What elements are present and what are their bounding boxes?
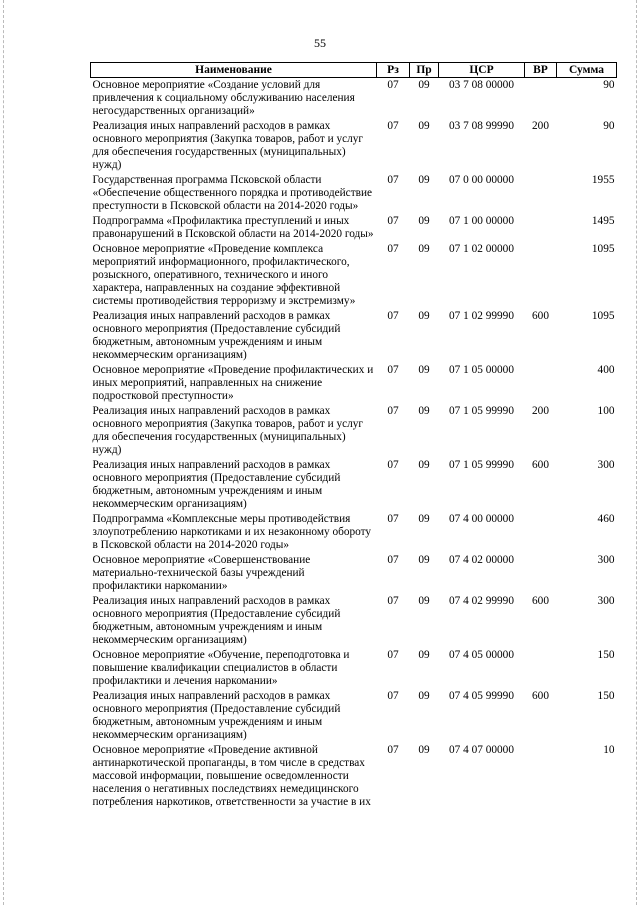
table-row (91, 78, 617, 120)
cell-rz: 07 (387, 595, 399, 607)
cell-sum: 1955 (591, 174, 615, 186)
scan-edge-right (636, 0, 638, 905)
header-vr: ВР (525, 63, 557, 78)
cell-rz: 07 (387, 649, 399, 661)
cell-sum: 1495 (591, 215, 615, 227)
cell-rz: 07 (387, 554, 399, 566)
cell-pr: 09 (418, 595, 430, 607)
table-row (91, 309, 617, 363)
header-name: Наименование (91, 63, 377, 78)
cell-rz: 07 (387, 690, 399, 702)
table-row (91, 214, 617, 242)
cell-name: Реализация иных направлений расходов в рамках основного мероприятия (Закупка товаров, работ и услуг для обеспечения государственных (муниципальных) нужд) (92, 120, 364, 171)
cell-vr (525, 78, 557, 120)
cell-name: Основное мероприятие «Обучение, переподготовка и повышение квалификации специалистов в области профилактики и лечения наркомании» (92, 649, 350, 687)
cell-name: Реализация иных направлений расходов в рамках основного мероприятия (Предоставление субсидий бюджетным, автономным учреждениям и иным некоммерческим организациям) (92, 690, 341, 741)
cell-rz: 07 (387, 174, 399, 186)
table-row (91, 648, 617, 689)
cell-pr: 09 (418, 554, 430, 566)
cell-rz: 07 (387, 513, 399, 525)
table-row (91, 458, 617, 512)
cell-name: Основное мероприятие «Проведение активной антинаркотической пропаганды, в том числе в средствах массовой информации, повышение осведомленности населения о негативных последствиях немедицинского потребления наркотиков, ответственности за участие в их (92, 744, 371, 808)
cell-pr: 09 (418, 310, 430, 322)
cell-csr: 07 1 00 00000 (449, 215, 514, 227)
cell-pr: 09 (418, 174, 430, 186)
cell-vr: 200 (532, 120, 549, 132)
cell-csr: 07 4 00 00000 (449, 513, 514, 525)
cell-csr: 07 1 02 99990 (449, 310, 514, 322)
cell-pr: 09 (418, 215, 430, 227)
header-pr: Пр (410, 63, 439, 78)
table-row (91, 242, 617, 309)
cell-name: Реализация иных направлений расходов в рамках основного мероприятия (Закупка товаров, работ и услуг для обеспечения государственных (муниципальных) нужд) (92, 405, 364, 456)
cell-vr (525, 173, 557, 214)
cell-csr: 07 1 05 99990 (449, 459, 514, 471)
cell-name: Государственная программа Псковской области «Обеспечение общественного порядка и противодействие преступности в Псковской области на 2014-2020 годы» (92, 174, 373, 212)
cell-pr: 09 (418, 79, 430, 91)
cell-pr: 09 (418, 243, 430, 255)
header-csr: ЦСР (439, 63, 525, 78)
cell-sum: 90 (603, 120, 615, 132)
cell-sum: 400 (597, 364, 615, 376)
table-row (91, 363, 617, 404)
cell-pr: 09 (418, 364, 430, 376)
header-sum: Сумма (557, 63, 617, 78)
cell-csr: 07 4 02 99990 (449, 595, 514, 607)
table-row (91, 119, 617, 173)
cell-pr: 09 (418, 744, 430, 756)
cell-vr: 600 (532, 690, 549, 702)
cell-csr: 07 1 05 00000 (449, 364, 514, 376)
cell-vr (525, 242, 557, 309)
cell-csr: 07 4 05 00000 (449, 649, 514, 661)
cell-rz: 07 (387, 79, 399, 91)
cell-vr (525, 648, 557, 689)
cell-rz: 07 (387, 243, 399, 255)
cell-vr: 600 (532, 459, 549, 471)
cell-pr: 09 (418, 120, 430, 132)
page-number: 55 (314, 36, 326, 50)
cell-rz: 07 (387, 744, 399, 756)
cell-rz: 07 (387, 310, 399, 322)
cell-pr: 09 (418, 649, 430, 661)
table-row (91, 512, 617, 553)
cell-name: Подпрограмма «Профилактика преступлений и иных правонарушений в Псковской области на 2014-2020 годы» (92, 215, 374, 240)
cell-csr: 03 7 08 99990 (449, 120, 514, 132)
cell-name: Подпрограмма «Комплексные меры противодействия злоупотреблению наркотиками и их незаконному обороту в Псковской области на 2014-2020 годы» (92, 513, 372, 551)
cell-pr: 09 (418, 513, 430, 525)
cell-vr: 600 (532, 310, 549, 322)
cell-sum: 90 (603, 79, 615, 91)
cell-rz: 07 (387, 364, 399, 376)
table-row (91, 689, 617, 743)
cell-sum: 300 (597, 459, 615, 471)
cell-name: Реализация иных направлений расходов в рамках основного мероприятия (Предоставление субсидий бюджетным, автономным учреждениям и иным некоммерческим организациям) (92, 595, 341, 646)
cell-sum: 150 (597, 649, 615, 661)
cell-name: Основное мероприятие «Создание условий для привлечения к социальному обслуживанию населения негосударственных организаций» (92, 79, 355, 117)
cell-rz: 07 (387, 215, 399, 227)
cell-sum: 1095 (591, 310, 615, 322)
cell-csr: 07 1 02 00000 (449, 243, 514, 255)
cell-csr: 07 1 05 99990 (449, 405, 514, 417)
table-row (91, 743, 617, 810)
cell-sum: 460 (597, 513, 615, 525)
cell-csr: 03 7 08 00000 (449, 79, 514, 91)
cell-sum: 1095 (591, 243, 615, 255)
cell-vr: 200 (532, 405, 549, 417)
header-rz: Рз (377, 63, 410, 78)
table-header-row (91, 63, 617, 78)
cell-csr: 07 4 05 99990 (449, 690, 514, 702)
table-body (91, 78, 617, 811)
cell-sum: 100 (597, 405, 615, 417)
cell-pr: 09 (418, 690, 430, 702)
cell-rz: 07 (387, 120, 399, 132)
cell-csr: 07 4 07 00000 (449, 744, 514, 756)
table-row (91, 404, 617, 458)
cell-vr (525, 743, 557, 810)
budget-table (90, 62, 617, 810)
cell-name: Основное мероприятие «Проведение профилактических и иных мероприятий, направленных на снижение подростковой преступности» (92, 364, 374, 402)
cell-rz: 07 (387, 405, 399, 417)
cell-name: Основное мероприятие «Совершенствование материально-технической базы учреждений профилактики наркомании» (92, 554, 311, 592)
table-row (91, 173, 617, 214)
cell-vr (525, 363, 557, 404)
cell-vr (525, 214, 557, 242)
cell-name: Основное мероприятие «Проведение комплекса мероприятий информационного, профилактического, розыскного, оперативного, технического и иного характера, направленных на создание эффективной системы противодействия терроризму и экстремизму» (92, 243, 356, 307)
table-row (91, 594, 617, 648)
cell-csr: 07 0 00 00000 (449, 174, 514, 186)
cell-name: Реализация иных направлений расходов в рамках основного мероприятия (Предоставление субсидий бюджетным, автономным учреждениям и иным некоммерческим организациям) (92, 459, 341, 510)
cell-csr: 07 4 02 00000 (449, 554, 514, 566)
cell-sum: 300 (597, 554, 615, 566)
table-row (91, 553, 617, 594)
cell-sum: 150 (597, 690, 615, 702)
cell-vr (525, 553, 557, 594)
cell-vr: 600 (532, 595, 549, 607)
scan-edge-left (3, 0, 5, 905)
cell-sum: 10 (603, 744, 615, 756)
cell-pr: 09 (418, 405, 430, 417)
cell-name: Реализация иных направлений расходов в рамках основного мероприятия (Предоставление субсидий бюджетным, автономным учреждениям и иным некоммерческим организациям) (92, 310, 341, 361)
cell-rz: 07 (387, 459, 399, 471)
cell-sum: 300 (597, 595, 615, 607)
cell-vr (525, 512, 557, 553)
cell-pr: 09 (418, 459, 430, 471)
